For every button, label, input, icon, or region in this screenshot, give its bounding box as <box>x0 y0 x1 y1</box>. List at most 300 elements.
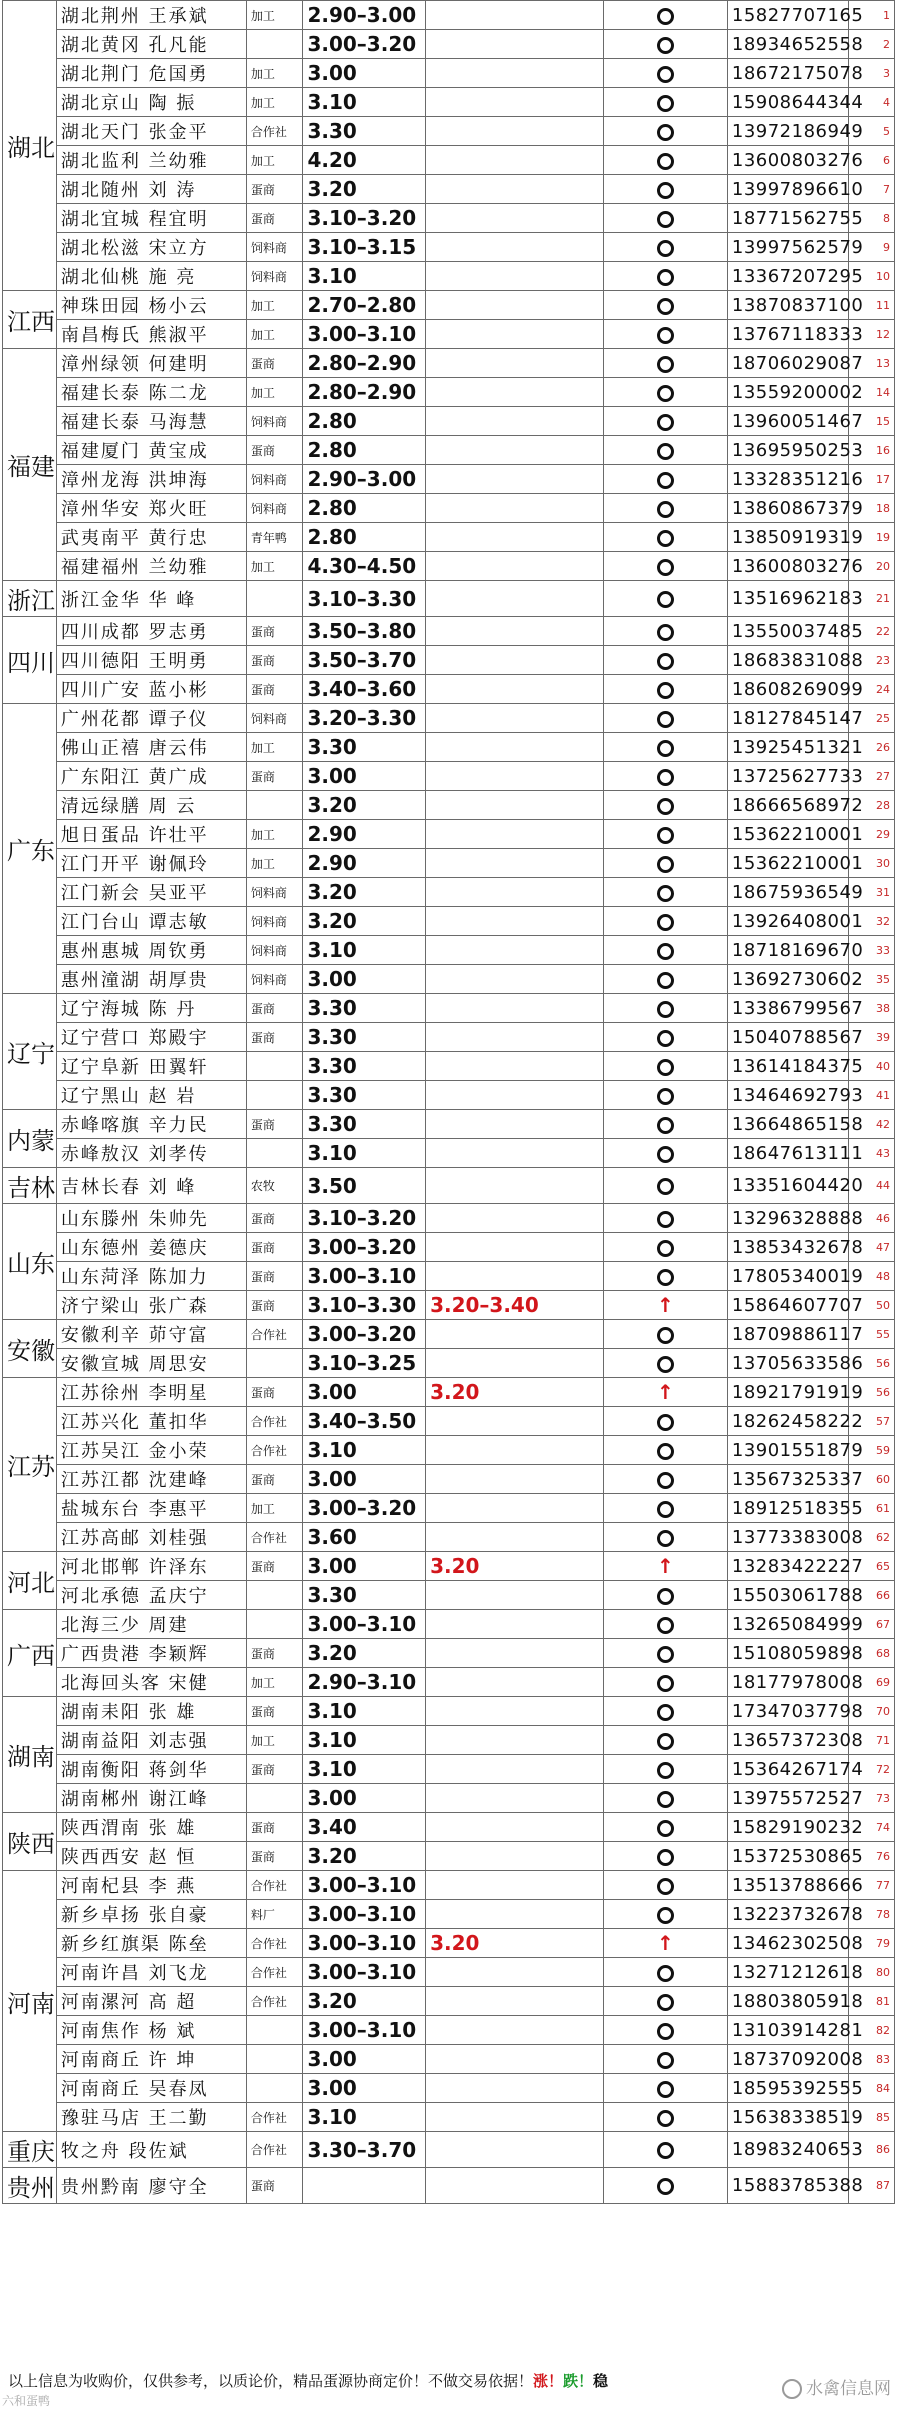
row-number-cell: 5 <box>849 117 895 146</box>
hollow-circle-icon <box>657 1675 674 1692</box>
table-row <box>3 791 895 820</box>
price-cell: 3.00–3.10 <box>303 1929 426 1958</box>
phone-cell: 15362210001 <box>727 849 848 878</box>
phone-cell: 18595392555 <box>727 2074 848 2103</box>
hollow-circle-icon <box>657 1414 674 1431</box>
hollow-circle-icon <box>657 1030 674 1047</box>
table-row <box>3 1958 895 1987</box>
contact-name-text: 姜德庆 <box>148 1238 209 1259</box>
location-text: 神珠田园 <box>60 296 141 317</box>
location-name-cell <box>56 1871 246 1900</box>
type-cell: 农牧 <box>246 1168 303 1204</box>
price-cell: 3.30 <box>303 1081 426 1110</box>
location-name-cell <box>56 233 246 262</box>
new-price-cell <box>426 2045 604 2074</box>
location-name-cell <box>56 1291 246 1320</box>
hollow-circle-icon <box>657 1733 674 1750</box>
table-row <box>3 762 895 791</box>
province-cell: 山东 <box>3 1204 57 1320</box>
trend-cell <box>603 1052 727 1081</box>
location-name-cell <box>56 1110 246 1139</box>
location-name-cell <box>56 1494 246 1523</box>
location-name-cell <box>56 291 246 320</box>
row-number-cell: 15 <box>849 407 895 436</box>
type-cell <box>246 1139 303 1168</box>
hollow-circle-icon <box>657 1849 674 1866</box>
row-number-cell: 4 <box>849 88 895 117</box>
type-cell: 加工 <box>246 320 303 349</box>
location-text: 四川成都 <box>60 622 141 643</box>
new-price-cell <box>426 436 604 465</box>
trend-cell <box>603 262 727 291</box>
row-number-cell: 43 <box>849 1139 895 1168</box>
phone-cell: 15108059898 <box>727 1639 848 1668</box>
hollow-circle-icon <box>657 298 674 315</box>
contact-name-text: 王明勇 <box>148 651 209 672</box>
hollow-circle-icon <box>657 1240 674 1257</box>
phone-cell: 13223732678 <box>727 1900 848 1929</box>
hollow-circle-icon <box>657 559 674 576</box>
phone-cell: 13296328888 <box>727 1204 848 1233</box>
new-price-cell <box>426 2168 604 2204</box>
location-text: 北海三少 <box>60 1615 141 1636</box>
location-text: 福建长泰 <box>60 383 141 404</box>
location-name-cell <box>56 1023 246 1052</box>
phone-cell: 18737092008 <box>727 2045 848 2074</box>
trend-cell <box>603 1668 727 1697</box>
location-text: 安徽利辛 <box>60 1325 141 1346</box>
hollow-circle-icon <box>657 8 674 25</box>
type-cell: 蛋商 <box>246 994 303 1023</box>
row-number-cell: 17 <box>849 465 895 494</box>
type-cell: 蛋商 <box>246 1842 303 1871</box>
province-cell: 广东 <box>3 704 57 994</box>
hollow-circle-icon <box>657 1820 674 1837</box>
phone-cell: 13925451321 <box>727 733 848 762</box>
trend-cell <box>603 436 727 465</box>
price-cell: 3.20 <box>303 1842 426 1871</box>
hollow-circle-icon <box>657 1588 674 1605</box>
contact-name-text: 周建 <box>148 1615 189 1636</box>
table-row <box>3 378 895 407</box>
table-row <box>3 1378 895 1407</box>
row-number-cell: 12 <box>849 320 895 349</box>
table-row <box>3 1668 895 1697</box>
trend-cell <box>603 820 727 849</box>
phone-cell: 13614184375 <box>727 1052 848 1081</box>
hollow-circle-icon <box>657 798 674 815</box>
trend-cell <box>603 146 727 175</box>
trend-cell <box>603 30 727 59</box>
province-cell: 安徽 <box>3 1320 57 1378</box>
new-price-cell <box>426 704 604 733</box>
phone-cell: 18647613111 <box>727 1139 848 1168</box>
location-name-cell <box>56 1 246 30</box>
new-price-cell <box>426 1465 604 1494</box>
type-cell: 合作社 <box>246 1987 303 2016</box>
type-cell: 合作社 <box>246 1958 303 1987</box>
table-row <box>3 1052 895 1081</box>
location-text: 湖南益阳 <box>60 1731 141 1752</box>
new-price-cell <box>426 146 604 175</box>
new-price-cell <box>426 1523 604 1552</box>
location-text: 江苏高邮 <box>60 1528 141 1549</box>
table-row <box>3 523 895 552</box>
hollow-circle-icon <box>657 914 674 931</box>
price-cell: 2.90 <box>303 849 426 878</box>
phone-cell: 13972186949 <box>727 117 848 146</box>
hollow-circle-icon <box>657 591 674 608</box>
trend-cell <box>603 2016 727 2045</box>
location-text: 河北承德 <box>60 1586 141 1607</box>
table-row <box>3 1900 895 1929</box>
row-number-cell: 41 <box>849 1081 895 1110</box>
price-cell: 2.90–3.00 <box>303 1 426 30</box>
location-name-cell <box>56 1407 246 1436</box>
hollow-circle-icon <box>657 240 674 257</box>
phone-cell: 13767118333 <box>727 320 848 349</box>
new-price-cell <box>426 1262 604 1291</box>
new-price-cell <box>426 733 604 762</box>
trend-cell <box>603 1081 727 1110</box>
row-number-cell: 82 <box>849 2016 895 2045</box>
contact-name-text: 王承斌 <box>148 6 209 27</box>
row-number-cell: 69 <box>849 1668 895 1697</box>
trend-cell <box>603 2045 727 2074</box>
price-cell: 3.00 <box>303 762 426 791</box>
hollow-circle-icon <box>657 1501 674 1518</box>
table-row <box>3 2103 895 2132</box>
table-row <box>3 1139 895 1168</box>
hollow-circle-icon <box>657 269 674 286</box>
row-number-cell: 32 <box>849 907 895 936</box>
hollow-circle-icon <box>657 1704 674 1721</box>
price-cell: 3.00–3.10 <box>303 2016 426 2045</box>
location-name-cell <box>56 1755 246 1784</box>
price-cell: 4.30–4.50 <box>303 552 426 581</box>
new-price-cell <box>426 523 604 552</box>
phone-cell: 15908644344 <box>727 88 848 117</box>
row-number-cell: 6 <box>849 146 895 175</box>
row-number-cell: 19 <box>849 523 895 552</box>
type-cell: 饲料商 <box>246 494 303 523</box>
location-text: 湖北仙桃 <box>60 267 141 288</box>
disclaimer <box>8 2370 608 2391</box>
new-price-cell <box>426 117 604 146</box>
trend-cell <box>603 1494 727 1523</box>
location-name-cell <box>56 1581 246 1610</box>
table-row <box>3 1436 895 1465</box>
location-name-cell <box>56 1349 246 1378</box>
trend-cell <box>603 1958 727 1987</box>
contact-name-text: 董扣华 <box>148 1412 209 1433</box>
new-price-cell <box>426 1052 604 1081</box>
phone-cell: 18262458222 <box>727 1407 848 1436</box>
trend-cell <box>603 762 727 791</box>
row-number-cell: 80 <box>849 1958 895 1987</box>
contact-name-text: 孟庆宁 <box>148 1586 209 1607</box>
location-text: 陕西西安 <box>60 1847 141 1868</box>
location-name-cell <box>56 1552 246 1581</box>
new-price-cell <box>426 1081 604 1110</box>
location-text: 湖南郴州 <box>60 1789 141 1810</box>
row-number-cell: 59 <box>849 1436 895 1465</box>
contact-name-text: 熊淑平 <box>148 325 209 346</box>
type-cell: 加工 <box>246 552 303 581</box>
location-name-cell <box>56 552 246 581</box>
contact-name-text: 蓝小彬 <box>148 680 209 701</box>
hollow-circle-icon <box>657 1001 674 1018</box>
contact-name-text: 谢江峰 <box>148 1789 209 1810</box>
hollow-circle-icon <box>657 124 674 141</box>
location-name-cell <box>56 2074 246 2103</box>
row-number-cell: 2 <box>849 30 895 59</box>
type-cell: 合作社 <box>246 2132 303 2168</box>
price-cell: 3.00 <box>303 1784 426 1813</box>
hollow-circle-icon <box>657 1327 674 1344</box>
contact-name-text: 华 峰 <box>148 589 197 611</box>
table-row <box>3 1233 895 1262</box>
price-cell: 3.20 <box>303 1639 426 1668</box>
hollow-circle-icon <box>657 1269 674 1286</box>
location-text: 广东阳江 <box>60 767 141 788</box>
trend-cell <box>603 59 727 88</box>
contact-name-text: 黄广成 <box>148 767 209 788</box>
row-number-cell: 21 <box>849 581 895 617</box>
type-cell <box>246 1052 303 1081</box>
hollow-circle-icon <box>657 1472 674 1489</box>
trend-cell <box>603 1726 727 1755</box>
price-cell: 3.10 <box>303 262 426 291</box>
new-price-cell <box>426 1349 604 1378</box>
location-text: 湖北天门 <box>60 122 141 143</box>
new-price-cell <box>426 30 604 59</box>
row-number-cell: 8 <box>849 204 895 233</box>
table-row <box>3 1494 895 1523</box>
row-number-cell: 48 <box>849 1262 895 1291</box>
phone-cell: 13559200002 <box>727 378 848 407</box>
type-cell: 加工 <box>246 1668 303 1697</box>
row-number-cell: 23 <box>849 646 895 675</box>
table-row <box>3 733 895 762</box>
contact-name-text: 张自豪 <box>148 1905 209 1926</box>
new-price-cell <box>426 1407 604 1436</box>
contact-name-text: 吴亚平 <box>148 883 209 904</box>
up-arrow-icon: ↑ <box>657 1554 674 1579</box>
location-name-cell <box>56 320 246 349</box>
row-number-cell: 27 <box>849 762 895 791</box>
location-name-cell <box>56 791 246 820</box>
price-cell: 3.30 <box>303 117 426 146</box>
type-cell: 蛋商 <box>246 436 303 465</box>
trend-cell <box>603 1523 727 1552</box>
type-cell: 合作社 <box>246 2103 303 2132</box>
table-row <box>3 1552 895 1581</box>
new-price-cell <box>426 1871 604 1900</box>
contact-name-text: 谢佩玲 <box>148 854 209 875</box>
legend-flat: 稳 <box>593 2372 609 2390</box>
contact-name-text: 周钦勇 <box>148 941 209 962</box>
location-text: 江苏徐州 <box>60 1383 141 1404</box>
row-number-cell: 73 <box>849 1784 895 1813</box>
new-price-cell <box>426 791 604 820</box>
type-cell: 加工 <box>246 1494 303 1523</box>
location-text: 安徽宣城 <box>60 1354 141 1375</box>
trend-cell <box>603 1168 727 1204</box>
hollow-circle-icon <box>657 530 674 547</box>
trend-cell <box>603 1900 727 1929</box>
price-cell: 3.10–3.25 <box>303 1349 426 1378</box>
phone-cell: 13600803276 <box>727 552 848 581</box>
up-arrow-icon: ↑ <box>657 1931 674 1956</box>
phone-cell: 15372530865 <box>727 1842 848 1871</box>
contact-name-text: 洪坤海 <box>148 470 209 491</box>
contact-name-text: 郑火旺 <box>148 499 209 520</box>
location-text: 河南商丘 <box>60 2050 141 2071</box>
location-text: 陕西渭南 <box>60 1818 141 1839</box>
price-cell: 3.50–3.70 <box>303 646 426 675</box>
contact-name-text: 田翼轩 <box>148 1057 209 1078</box>
location-text: 浙江金华 <box>60 589 141 611</box>
contact-name-text: 金小荣 <box>148 1441 209 1462</box>
type-cell: 饲料商 <box>246 262 303 291</box>
location-name-cell <box>56 581 246 617</box>
phone-cell: 15883785388 <box>727 2168 848 2204</box>
trend-cell <box>603 204 727 233</box>
contact-name-text: 王二勤 <box>148 2108 209 2129</box>
location-name-cell <box>56 59 246 88</box>
price-cell: 2.90 <box>303 820 426 849</box>
price-cell: 3.00 <box>303 1378 426 1407</box>
hollow-circle-icon <box>657 327 674 344</box>
phone-cell: 18718169670 <box>727 936 848 965</box>
phone-cell: 13600803276 <box>727 146 848 175</box>
phone-cell: 13725627733 <box>727 762 848 791</box>
phone-cell: 13386799567 <box>727 994 848 1023</box>
hollow-circle-icon <box>657 2081 674 2098</box>
price-cell: 2.80–2.90 <box>303 378 426 407</box>
province-cell: 贵州 <box>3 2168 57 2204</box>
price-cell: 2.90–3.10 <box>303 1668 426 1697</box>
location-name-cell <box>56 1262 246 1291</box>
hollow-circle-icon <box>657 1994 674 2011</box>
table-row <box>3 965 895 994</box>
price-cell: 3.00–3.10 <box>303 1610 426 1639</box>
new-price-cell <box>426 581 604 617</box>
price-cell: 2.80 <box>303 436 426 465</box>
type-cell: 蛋商 <box>246 1262 303 1291</box>
price-cell: 3.10 <box>303 2103 426 2132</box>
location-name-cell <box>56 407 246 436</box>
hollow-circle-icon <box>657 885 674 902</box>
location-text: 福建福州 <box>60 557 141 578</box>
trend-cell <box>603 878 727 907</box>
table-row <box>3 1610 895 1639</box>
location-text: 河南杞县 <box>60 1876 141 1897</box>
phone-cell: 13692730602 <box>727 965 848 994</box>
row-number-cell: 42 <box>849 1110 895 1139</box>
province-cell: 湖南 <box>3 1697 57 1813</box>
row-number-cell: 46 <box>849 1204 895 1233</box>
location-text: 湖南衡阳 <box>60 1760 141 1781</box>
phone-cell: 18912518355 <box>727 1494 848 1523</box>
trend-cell <box>603 1610 727 1639</box>
trend-cell <box>603 2103 727 2132</box>
location-name-cell <box>56 704 246 733</box>
row-number-cell: 16 <box>849 436 895 465</box>
hollow-circle-icon <box>657 1059 674 1076</box>
hollow-circle-icon <box>657 856 674 873</box>
location-name-cell <box>56 1204 246 1233</box>
province-cell: 广西 <box>3 1610 57 1697</box>
type-cell <box>246 581 303 617</box>
location-text: 赤峰敖汉 <box>60 1144 141 1165</box>
table-row <box>3 878 895 907</box>
trend-cell <box>603 1262 727 1291</box>
trend-cell <box>603 1465 727 1494</box>
phone-cell: 13705633586 <box>727 1349 848 1378</box>
type-cell: 蛋商 <box>246 1755 303 1784</box>
table-row <box>3 2132 895 2168</box>
location-text: 湖北随州 <box>60 180 141 201</box>
location-text: 佛山正禧 <box>60 738 141 759</box>
phone-cell: 13351604420 <box>727 1168 848 1204</box>
new-price-cell <box>426 2074 604 2103</box>
row-number-cell: 76 <box>849 1842 895 1871</box>
location-text: 广西贵港 <box>60 1644 141 1665</box>
phone-cell: 13975572527 <box>727 1784 848 1813</box>
trend-cell <box>603 791 727 820</box>
location-text: 漳州绿领 <box>60 354 141 375</box>
trend-cell <box>603 1842 727 1871</box>
price-cell: 2.90–3.00 <box>303 465 426 494</box>
row-number-cell: 40 <box>849 1052 895 1081</box>
location-text: 四川德阳 <box>60 651 141 672</box>
trend-cell <box>603 1 727 30</box>
row-number-cell: 18 <box>849 494 895 523</box>
new-price-cell <box>426 175 604 204</box>
new-price-cell <box>426 2016 604 2045</box>
contact-name-text: 刘桂强 <box>148 1528 209 1549</box>
trend-cell <box>603 1697 727 1726</box>
price-cell: 2.70–2.80 <box>303 291 426 320</box>
province-cell: 湖北 <box>3 1 57 291</box>
type-cell: 蛋商 <box>246 1813 303 1842</box>
location-name-cell <box>56 349 246 378</box>
location-name-cell <box>56 1784 246 1813</box>
phone-cell: 13367207295 <box>727 262 848 291</box>
type-cell: 饲料商 <box>246 465 303 494</box>
contact-name-text: 胡厚贵 <box>148 970 209 991</box>
contact-name-text: 宋立方 <box>148 238 209 259</box>
type-cell: 蛋商 <box>246 1233 303 1262</box>
location-text: 新乡卓扬 <box>60 1905 141 1926</box>
price-cell: 3.20 <box>303 878 426 907</box>
table-row <box>3 1639 895 1668</box>
table-row <box>3 175 895 204</box>
row-number-cell: 25 <box>849 704 895 733</box>
price-table <box>2 0 895 2204</box>
row-number-cell: 61 <box>849 1494 895 1523</box>
watermark-logo-icon <box>782 2379 802 2399</box>
trend-cell <box>603 965 727 994</box>
new-price-cell <box>426 1726 604 1755</box>
location-name-cell <box>56 907 246 936</box>
table-row <box>3 1842 895 1871</box>
price-cell: 3.30 <box>303 1581 426 1610</box>
row-number-cell: 83 <box>849 2045 895 2074</box>
location-name-cell <box>56 994 246 1023</box>
